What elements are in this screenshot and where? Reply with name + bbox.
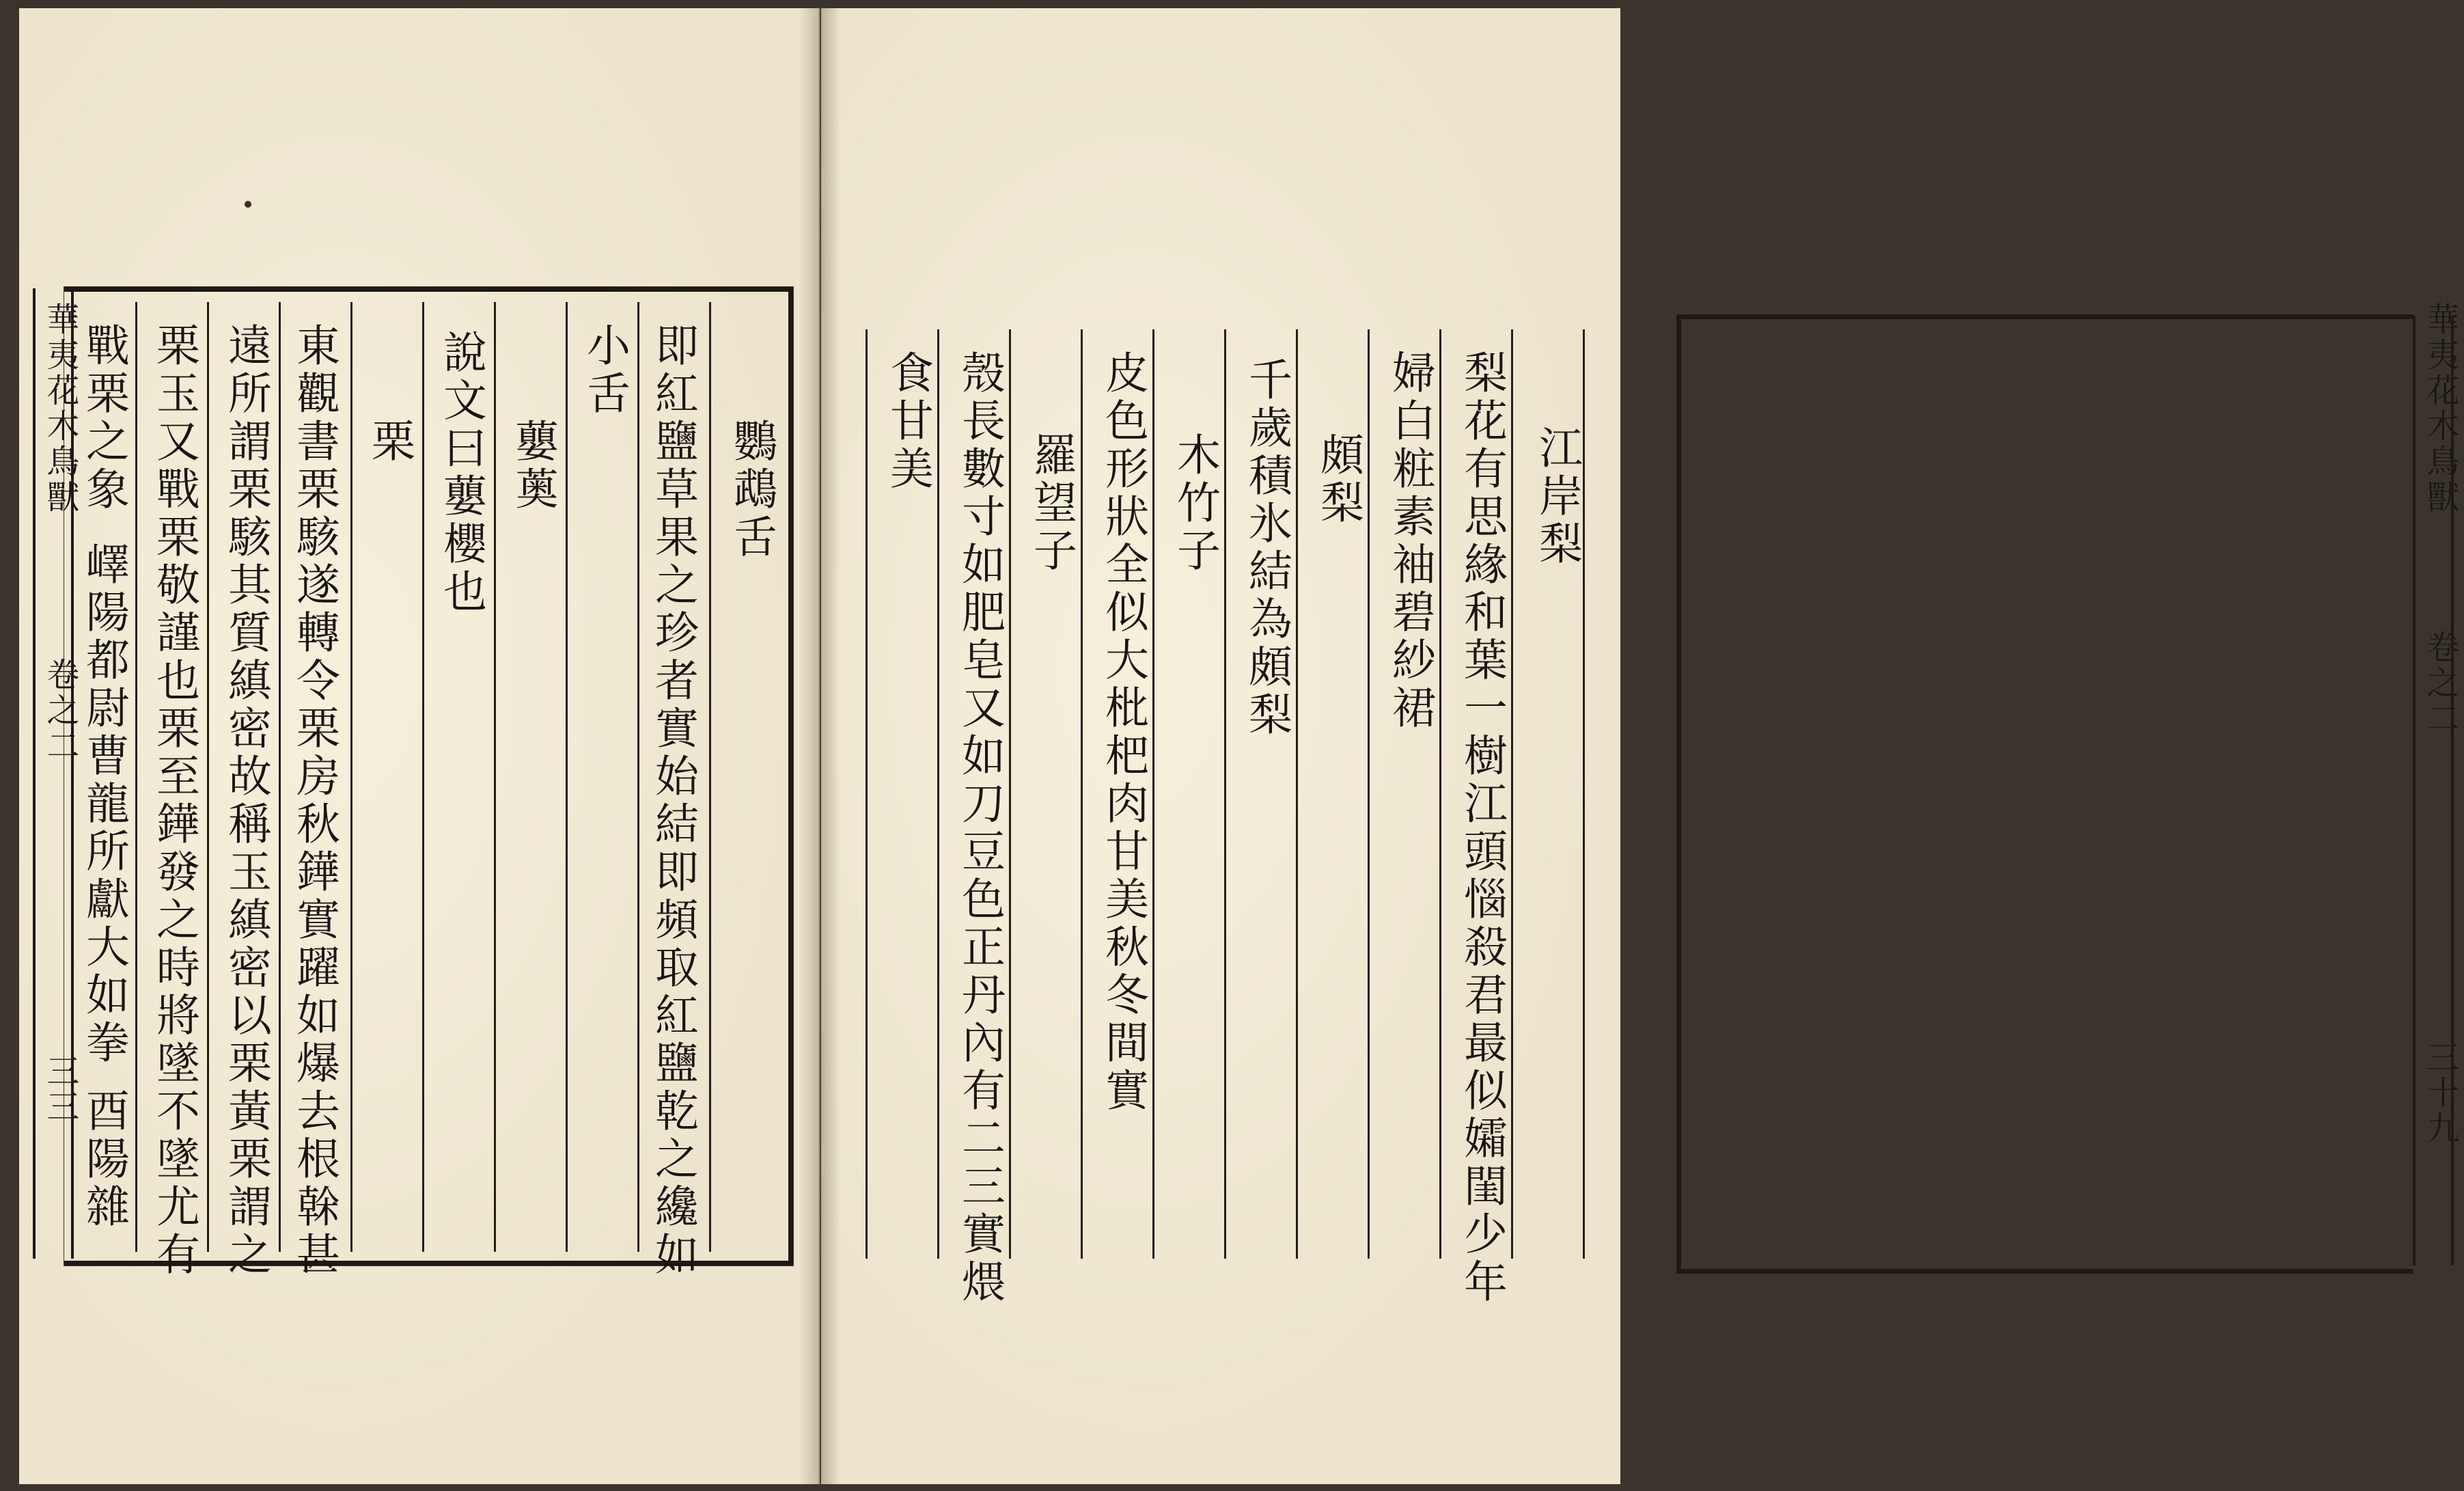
column-rule bbox=[637, 302, 639, 1252]
entry-text: 殼長數寸如肥皂又如刀豆色正丹內有二三實煨 bbox=[954, 350, 1005, 1307]
column-rule bbox=[1009, 329, 1011, 1259]
entry-text: 小舌 bbox=[579, 323, 630, 418]
column-rule bbox=[709, 302, 711, 1252]
entry-text: 東觀書栗駭遂轉令栗房秋鏵實躍如爆去根榦甚 bbox=[289, 323, 340, 1279]
band-title: 華夷花木鳥獸 bbox=[41, 302, 79, 515]
entry-text: 遠所謂栗駭其質縝密故稱玉縝密以栗黃栗謂之 bbox=[221, 323, 271, 1279]
entry-heading: 頗梨 bbox=[1313, 432, 1363, 528]
ink-spot bbox=[245, 201, 251, 208]
entry-text: 戰栗之象 bbox=[79, 323, 129, 514]
entry-heading: 江岸梨 bbox=[1532, 425, 1582, 569]
entry-heading: 木竹子 bbox=[1169, 432, 1220, 575]
left-center-band bbox=[33, 288, 79, 1259]
column-rule bbox=[135, 302, 137, 1252]
column-rule bbox=[1296, 329, 1298, 1259]
column-rule bbox=[1583, 329, 1585, 1259]
band-volume: 卷之二 bbox=[2421, 630, 2459, 737]
entry-text: 千歲積氷結為頗梨 bbox=[1241, 357, 1292, 739]
band-title: 華夷花木鳥獸 bbox=[2421, 302, 2459, 515]
entry-text: 酉陽雜 bbox=[79, 1088, 129, 1231]
entry-text: 梨花有思緣和葉一樹江頭惱殺君最似孀閨少年 bbox=[1456, 350, 1507, 1307]
column-rule bbox=[1368, 329, 1370, 1259]
column-rule bbox=[350, 302, 352, 1252]
entry-text: 栗玉又戰栗敬謹也栗至鏵發之時將墜不墜尤有 bbox=[149, 323, 199, 1279]
column-rule bbox=[1439, 329, 1441, 1259]
column-rule bbox=[566, 302, 568, 1252]
column-rule bbox=[1152, 329, 1154, 1259]
column-rule bbox=[1224, 329, 1226, 1259]
column-rule bbox=[866, 329, 868, 1259]
right-page bbox=[821, 8, 2459, 1484]
entry-heading: 蘡薁 bbox=[508, 418, 558, 514]
entry-text: 婦白粧素袖碧紗裙 bbox=[1385, 350, 1435, 733]
column-rule bbox=[207, 302, 209, 1252]
left-page bbox=[19, 8, 820, 1484]
entry-text: 食甘美 bbox=[883, 350, 933, 493]
entry-text: 嶧陽都尉曹龍所獻大如拳 bbox=[79, 541, 129, 1067]
band-volume: 卷之二 bbox=[41, 657, 79, 764]
entry-heading: 栗 bbox=[364, 418, 415, 466]
column-rule bbox=[1081, 329, 1083, 1259]
column-rule bbox=[1511, 329, 1513, 1259]
column-rule bbox=[937, 329, 939, 1259]
column-rule bbox=[422, 302, 424, 1252]
entry-text: 皮色形狀全似大枇杷肉甘美秋冬間實 bbox=[1098, 350, 1148, 1115]
entry-text: 即紅鹽草果之珍者實始結即頻取紅鹽乾之纔如 bbox=[648, 323, 698, 1279]
column-rule bbox=[494, 302, 496, 1252]
right-center-band bbox=[2413, 302, 2459, 1266]
band-page-number: 三十九 bbox=[2421, 1040, 2459, 1147]
entry-heading: 鸚鵡舌 bbox=[726, 418, 777, 562]
column-rule bbox=[279, 302, 281, 1252]
band-page-number: 三三 bbox=[41, 1054, 79, 1125]
entry-heading: 羅望子 bbox=[1026, 432, 1077, 575]
right-page-frame bbox=[1676, 314, 2413, 1274]
entry-text: 說文曰蘡櫻也 bbox=[436, 329, 486, 616]
